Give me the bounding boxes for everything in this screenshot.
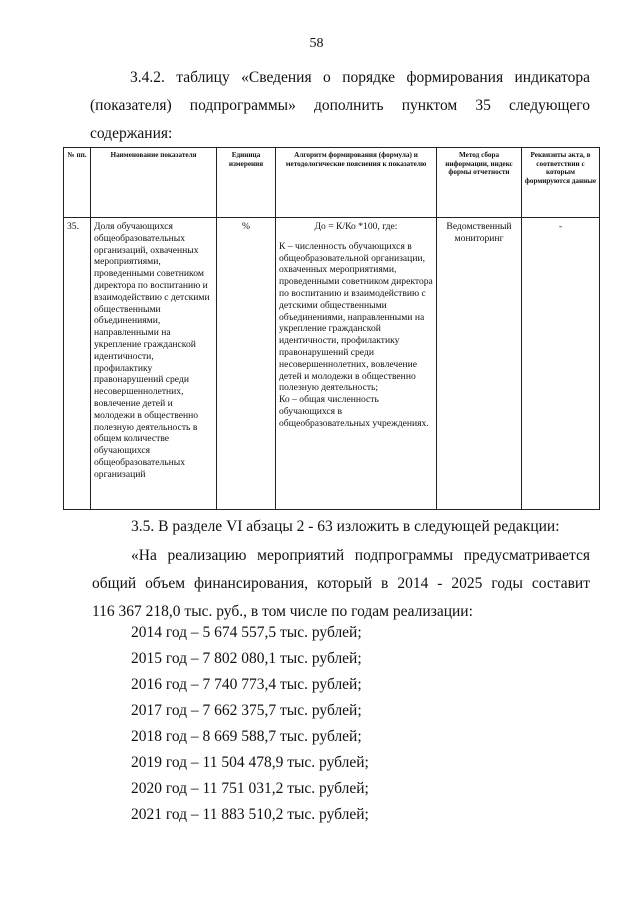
- quote-line-3: 116 367 218,0 тыс. руб., в том числе по годам реализации:: [92, 603, 473, 620]
- cell-requisites: -: [522, 218, 600, 510]
- cell-method: Ведомственный мониторинг: [437, 218, 522, 510]
- header-name: Наименование показателя: [91, 148, 217, 218]
- cell-algorithm: [276, 218, 437, 510]
- funding-year-2019: 2019 год – 11 504 478,9 тыс. рублей;: [131, 754, 369, 771]
- cell-name: Доля обучающихся общеобразовательных организаций, охваченных мероприятиями, проведенными советником директора по воспитанию и взаимодействию с детскими общественными объединениями, направленными на укрепление гражданской идентичности, профилактику правонарушений среди несовершеннолетних, вовлечение детей и молодежи в общественно полезную деятельность в общем количестве обучающихся общеобразовательных организаций: [91, 218, 217, 510]
- page-number: 58: [309, 36, 324, 51]
- header-algorithm: Алгоритм формирования (формула) и методологические пояснения к показателю: [276, 148, 437, 218]
- cell-num: 35.: [64, 218, 91, 510]
- table-row: [64, 218, 600, 510]
- header-unit: Единица измерения: [217, 148, 276, 218]
- indicator-table: [63, 147, 600, 510]
- algorithm-k: К – численность обучающихся в общеобразовательной организации, охваченных мероприятиями, проведенными советником директора по воспитанию и взаимодействию с детскими общественными объединениями, направленными на укрепление гражданской идентичности, профилактику правонарушений среди несовершеннолетних, вовлечение детей и молодежи в общественно полезную деятельность;: [279, 240, 433, 394]
- cell-unit: %: [217, 218, 276, 510]
- algorithm-ko: Ко – общая численность обучающихся в общеобразовательных учреждениях.: [279, 394, 429, 429]
- table-header-row: [64, 148, 600, 218]
- header-method: Метод сбора информации, индекс формы отчетности: [437, 148, 522, 218]
- funding-year-2014: 2014 год – 5 674 557,5 тыс. рублей;: [131, 624, 362, 641]
- funding-year-2018: 2018 год – 8 669 588,7 тыс. рублей;: [131, 728, 362, 745]
- funding-year-2020: 2020 год – 11 751 031,2 тыс. рублей;: [131, 780, 369, 797]
- intro-line-1: 3.4.2. таблицу «Сведения о порядке формирования индикатора: [130, 69, 590, 86]
- intro-line-3: содержания:: [90, 125, 173, 142]
- section-heading: 3.5. В разделе VI абзацы 2 - 63 изложить в следующей редакции:: [131, 518, 560, 535]
- funding-year-2017: 2017 год – 7 662 375,7 тыс. рублей;: [131, 702, 362, 719]
- funding-year-2021: 2021 год – 11 883 510,2 тыс. рублей;: [131, 806, 369, 823]
- quote-line-2: общий объем финансирования, который в 2014 - 2025 годы составит: [92, 575, 590, 592]
- header-requisites: Реквизиты акта, в соответствии с которым формируются данные: [522, 148, 600, 218]
- quote-line-1: «На реализацию мероприятий подпрограммы предусматривается: [131, 547, 590, 564]
- funding-year-2015: 2015 год – 7 802 080,1 тыс. рублей;: [131, 650, 362, 667]
- intro-line-2: (показателя) подпрограммы» дополнить пунктом 35 следующего: [90, 97, 590, 114]
- formula: До = К/Ко *100, где:: [314, 221, 398, 232]
- header-num: № пп.: [64, 148, 91, 218]
- funding-year-2016: 2016 год – 7 740 773,4 тыс. рублей;: [131, 676, 362, 693]
